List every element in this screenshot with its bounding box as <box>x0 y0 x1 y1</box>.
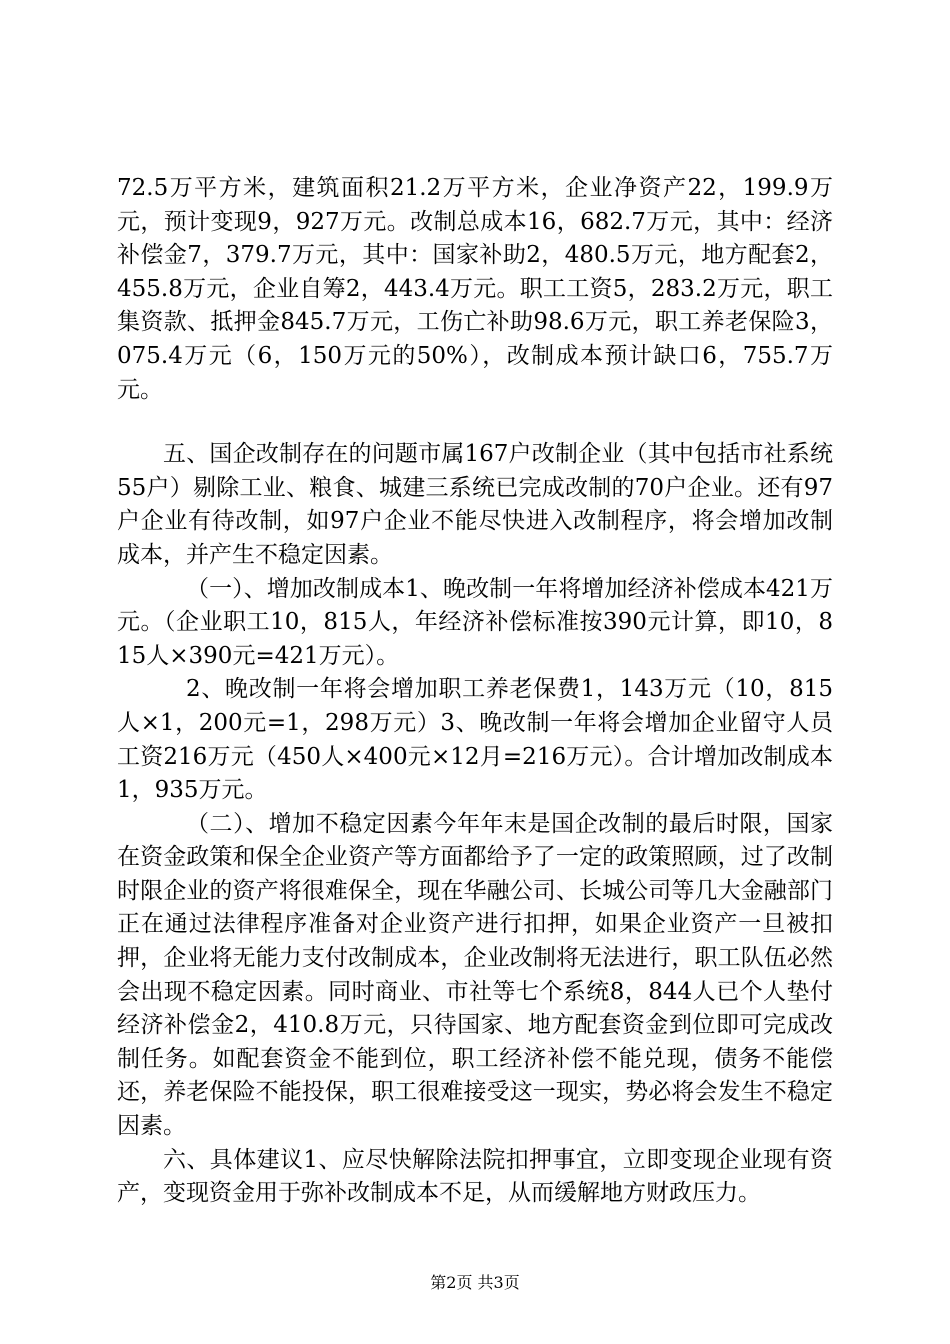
page-footer: 第2页 共3页 <box>430 1273 520 1292</box>
paragraph-cost-increase: （一）、增加改制成本1、晚改制一年将增加经济补偿成本421万元。（企业职工10，815人，年经济补偿标准按390元计算，即10，815人×390元=421万元）。 <box>117 575 833 669</box>
paragraph-instability: （二）、增加不稳定因素今年年末是国企改制的最后时限，国家在资金政策和保全企业资产等方面都给予了一定的政策照顾，过了改制时限企业的资产将很难保全，现在华融公司、长城公司等几大金融部门正在通过法律程序准备对企业资产进行扣押，如果企业资产一旦被扣押，企业将无能力支付改制成本，企业改制将无法进行，职工队伍必然会出现不稳定因素。同时商业、市社等七个系统8，844人已个人垫付经济补偿金2，410.8万元，只待国家、地方配套资金到位即可完成改制任务。如配套资金不能到位，职工经济补偿不能兑现，债务不能偿还，养老保险不能投保，职工很难接受这一现实，势必将会发生不稳定因素。 <box>117 810 833 1140</box>
paragraph-section-five: 五、国企改制存在的问题市属167户改制企业（其中包括市社系统55户）剔除工业、粮食、城建三系统已完成改制的70户企业。还有97户企业有待改制，如97户企业不能尽快进入改制程序，将会增加改制成本，并产生不稳定因素。 <box>117 441 833 568</box>
document-body <box>117 172 833 1211</box>
paragraph-pension-wages: 2、晚改制一年将会增加职工养老保费1，143万元（10，815人×1，200元=1，298万元）3、晚改制一年将会增加企业留守人员工资216万元（450人×400元×12月=216万元）。合计增加改制成本1，935万元。 <box>117 676 833 804</box>
paragraph-section-six: 六、具体建议1、应尽快解除法院扣押事宜，立即变现企业现有资产，变现资金用于弥补改制成本不足，从而缓解地方财政压力。 <box>117 1146 833 1207</box>
paragraph-continuation: 72.5万平方米，建筑面积21.2万平方米，企业净资产22，199.9万元，预计变现9，927万元。改制总成本16，682.7万元，其中：经济补偿金7，379.7万元，其中：国家补助2，480.5万元，地方配套2，455.8万元，企业自筹2，443.4万元。职工工资5，283.2万元，职工集资款、抵押金845.7万元，工伤亡补助98.6万元，职工养老保险3，075.4万元（6，150万元的50%），改制成本预计缺口6，755.7万元。 <box>117 175 833 403</box>
